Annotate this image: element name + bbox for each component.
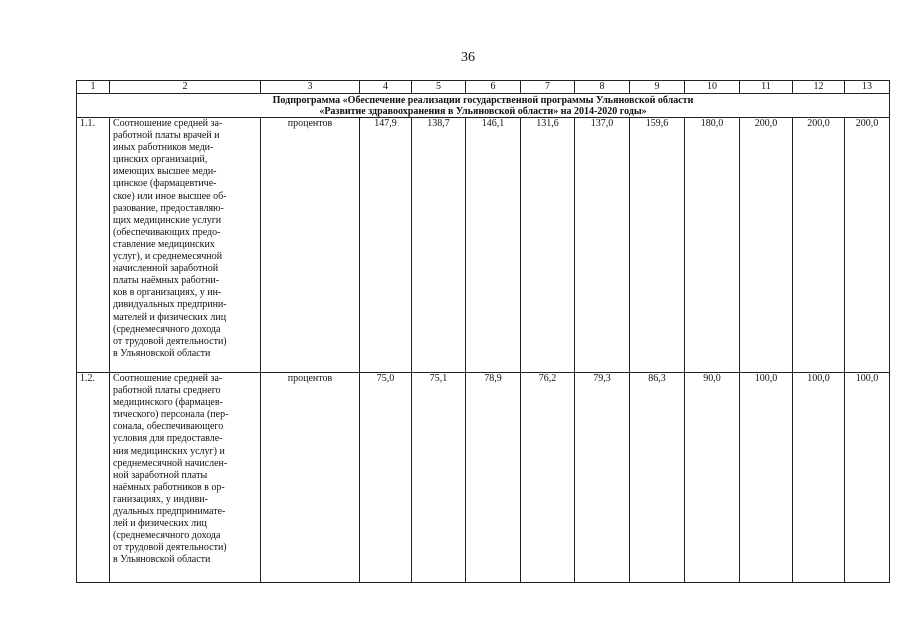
column-number-1: 1 [77,81,110,94]
description-line: дивидуальных предприни- [113,299,227,311]
column-number-12: 12 [793,81,845,94]
description-line: тического) персонала (пер- [113,409,229,421]
value-cell: 100,0 [845,373,890,583]
description-line: от трудовой деятельности) [113,335,227,347]
value-cell: 75,1 [412,373,466,583]
description-line: ставление медицинских [113,238,215,250]
description-line: сонала, обеспечивающего [113,421,224,433]
value-cell: 79,3 [575,373,630,583]
description-line: медицинского (фармацев- [113,397,223,409]
description-line: мателей и физических лиц [113,311,227,323]
description-line: имеющих высшее меди- [113,166,217,178]
value-cell: 200,0 [740,118,793,373]
column-number-13: 13 [845,81,890,94]
description-line: иных работников меди- [113,142,214,154]
value-cell: 100,0 [793,373,845,583]
row-index: 1.1. [77,118,110,373]
row-unit: процентов [261,373,360,583]
value-cell: 78,9 [466,373,521,583]
description-line: работной платы среднего [113,385,221,397]
description-line: разование, предоставляю- [113,202,224,214]
page-number: 36 [461,50,475,65]
value-cell: 137,0 [575,118,630,373]
value-cell: 147,9 [360,118,412,373]
value-cell: 146,1 [466,118,521,373]
description-line: условия для предоставле- [113,433,223,445]
value-cell: 90,0 [685,373,740,583]
description-line: ское) или иное высшее об- [113,190,227,202]
description-line: цинских организаций, [113,154,208,166]
column-number-8: 8 [575,81,630,94]
description-line: начисленной заработной [113,263,219,275]
table-row [77,118,890,373]
table-row [77,373,890,583]
description-line: ганизациях, у индиви- [113,493,208,505]
description-line: щих медицинские услуги [113,214,222,226]
subprogram-title-line2: «Развитие здравоохранения в Ульяновской области» на 2014-2020 годы» [319,106,647,117]
value-cell: 180,0 [685,118,740,373]
value-cell: 131,6 [521,118,575,373]
column-number-10: 10 [685,81,740,94]
description-line: Соотношение средней за- [113,373,223,384]
subprogram-title [77,94,890,118]
description-line: Соотношение средней за- [113,118,223,129]
column-number-row [77,81,890,94]
row-unit: процентов [261,118,360,373]
description-line: (среднемесячного дохода [113,323,221,335]
value-cell: 75,0 [360,373,412,583]
value-cell: 159,6 [630,118,685,373]
description-line: наёмных работников в ор- [113,481,225,493]
column-number-7: 7 [521,81,575,94]
column-number-2: 2 [110,81,261,94]
description-line: ния медицинских услуг) и [113,445,225,457]
column-number-3: 3 [261,81,360,94]
description-line: работной платы врачей и [113,130,220,142]
subprogram-title-line1: Подпрограмма «Обеспечение реализации государственной программы Ульяновской области [272,95,694,106]
indicators-table [76,80,890,583]
row-description [110,373,261,583]
value-cell: 138,7 [412,118,466,373]
value-cell: 86,3 [630,373,685,583]
value-cell: 100,0 [740,373,793,583]
subprogram-row [77,94,890,118]
value-cell: 200,0 [845,118,890,373]
column-number-6: 6 [466,81,521,94]
description-line: в Ульяновской области [113,554,211,566]
description-line: ной заработной платы [113,469,208,481]
description-line: (среднемесячного дохода [113,530,221,542]
description-line: (обеспечивающих предо- [113,226,221,238]
description-line: среднемесячной начислен- [113,457,228,469]
description-line: лей и физических лиц [113,518,207,530]
description-line: цинское (фармацевтиче- [113,178,217,190]
value-cell: 76,2 [521,373,575,583]
description-line: от трудовой деятельности) [113,542,227,554]
row-index: 1.2. [77,373,110,583]
value-cell: 200,0 [793,118,845,373]
column-number-4: 4 [360,81,412,94]
description-line: услуг), и среднемесячной [113,251,223,263]
description-line: ков в организациях, у ин- [113,287,222,299]
column-number-5: 5 [412,81,466,94]
row-description [110,118,261,373]
description-line: платы наёмных работни- [113,275,220,287]
description-line: в Ульяновской области [113,347,211,359]
column-number-9: 9 [630,81,685,94]
column-number-11: 11 [740,81,793,94]
description-line: дуальных предпринимате- [113,506,226,518]
